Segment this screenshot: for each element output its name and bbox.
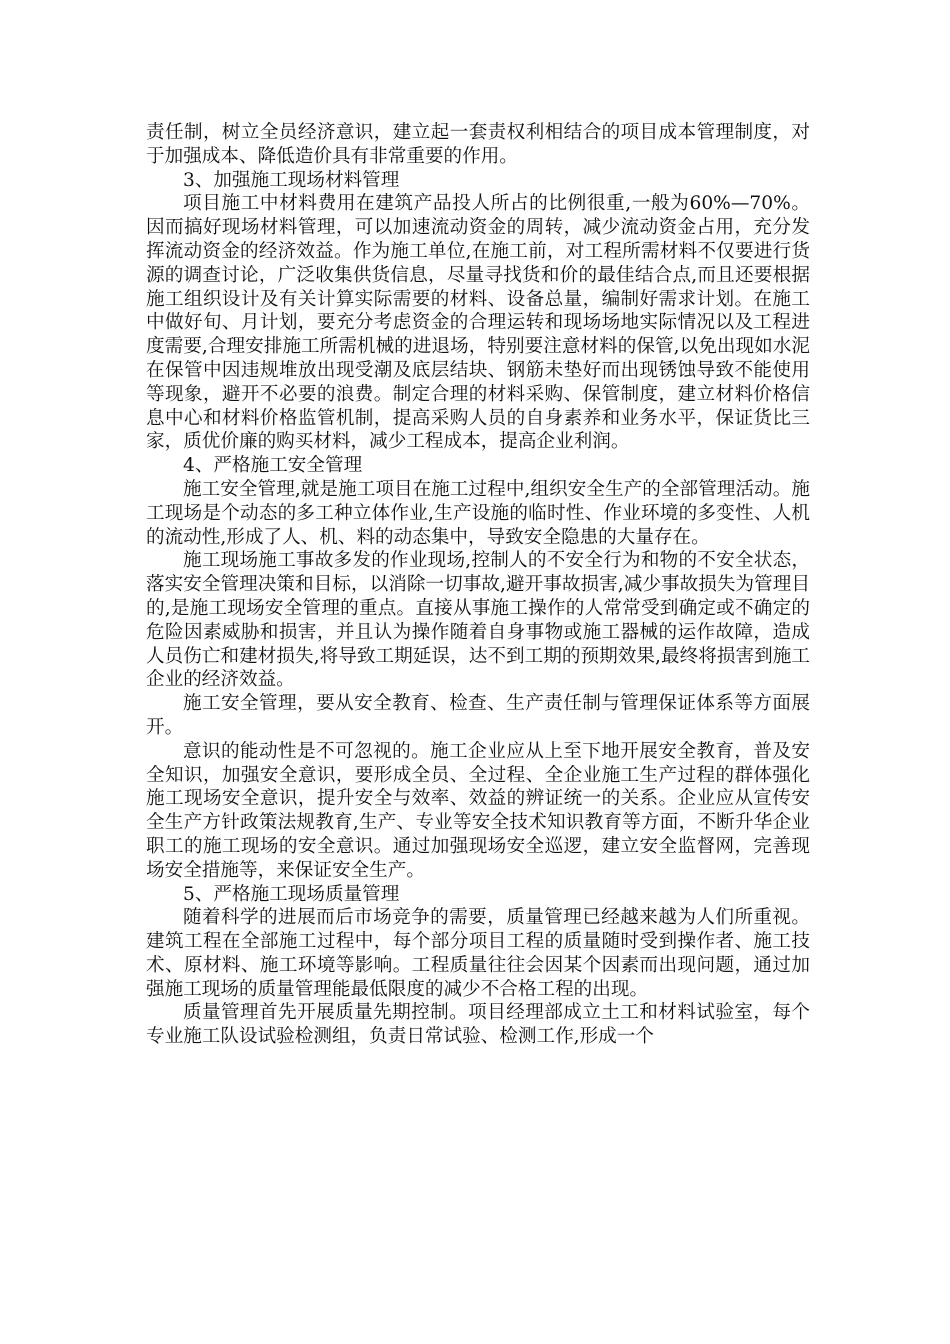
section-heading-3: 3、加强施工现场材料管理 [183, 169, 400, 191]
paragraph-quality-importance: 随着科学的进展而后市场竞争的需要，质量管理已经越来越为人们所重视。建筑工程在全部施工过程中，每个部分项目工程的质量随时受到操作者、施工技术、原材料、施工环境等影响。工程质量往往会因某个因素而出现问题，通过加强施工现场的质量管理能最低限度的减少不合格工程的出现。 [146, 907, 810, 1000]
paragraph-safety-definition: 施工安全管理,就是施工项目在施工过程中,组织安全生产的全部管理活动。施工现场是个动态的多工种立体作业,生产设施的临时性、作业环境的多变性、人机的流动性,形成了人、机、料的动态集中，导致安全隐患的大量存在。 [146, 478, 810, 548]
paragraph-material-cost: 项目施工中材料费用在建筑产品投人所占的比例很重,一般为60%—70%。因而搞好现场材料管理，可以加速流动资金的周转，减少流动资金占用，充分发挥流动资金的经济效益。作为施工单位,在施工前，对工程所需材料不仅要进行货源的调查讨论，广泛收集供货信息，尽量寻找货和价的最佳结合点,而且还要根据施工组织设计及有关计算实际需要的材料、设备总量，编制好需求计划。在施工中做好旬、月计划，要充分考虑资金的合理运转和现场场地实际情况以及工程进度需要,合理安排施工所需机械的进退场，特别要注意材料的保管,以免出现如水泥在保管中因违规堆放出现受潮及底层结块、钢筋未垫好而出现锈蚀导致不能使用等现象，避开不必要的浪费。制定合理的材料采购、保管制度，建立材料价格信息中心和材料价格监管机制，提高采购人员的自身素养和业务水平，保证货比三家，质优价廉的购买材料，减少工程成本，提高企业利润。 [146, 193, 810, 453]
paragraph-safety-scope: 施工安全管理，要从安全教育、检查、生产责任制与管理保证体系等方面展开。 [146, 693, 810, 738]
paragraph-safety-education: 意识的能动性是不可忽视的。施工企业应从上至下地开展安全教育，普及安全知识，加强安全意识，要形成全员、全过程、全企业施工生产过程的群体强化施工现场安全意识，提升安全与效率、效益的辨证统一的关系。企业应从宣传安全生产方针政策法规教育,生产、专业等安全技术知识教育等方面，不断升华企业职工的施工现场的安全意识。通过加强现场安全巡逻，建立安全监督网，完善现场安全措施等，来保证安全生产。 [146, 740, 810, 881]
section-heading-5: 5、严格施工现场质量管理 [183, 883, 400, 905]
section-heading-4: 4、严格施工安全管理 [183, 455, 363, 477]
paragraph-quality-control: 质量管理首先开展质量先期控制。项目经理部成立土工和材料试验室，每个专业施工队设试验检测组，负责日常试验、检测工作,形成一个 [146, 1002, 810, 1048]
paragraph-continuation: 责任制，树立全员经济意识，建立起一套责权利相结合的项目成本管理制度，对于加强成本、降低造价具有非常重要的作用。 [146, 122, 810, 167]
document-page [146, 121, 810, 1049]
paragraph-safety-accidents: 施工现场施工事故多发的作业现场,控制人的不安全行为和物的不安全状态，落实安全管理决策和目标，以消除一切事故,避开事故损害,减少事故损失为管理目的,是施工现场安全管理的重点。直接从事施工操作的人常常受到确定或不确定的危险因素威胁和损害，并且认为操作随着自身事物或施工器械的运作故障，造成人员伤亡和建材损失,将导致工期延误，达不到工期的预期效果,最终将损害到施工企业的经济效益。 [146, 550, 810, 691]
